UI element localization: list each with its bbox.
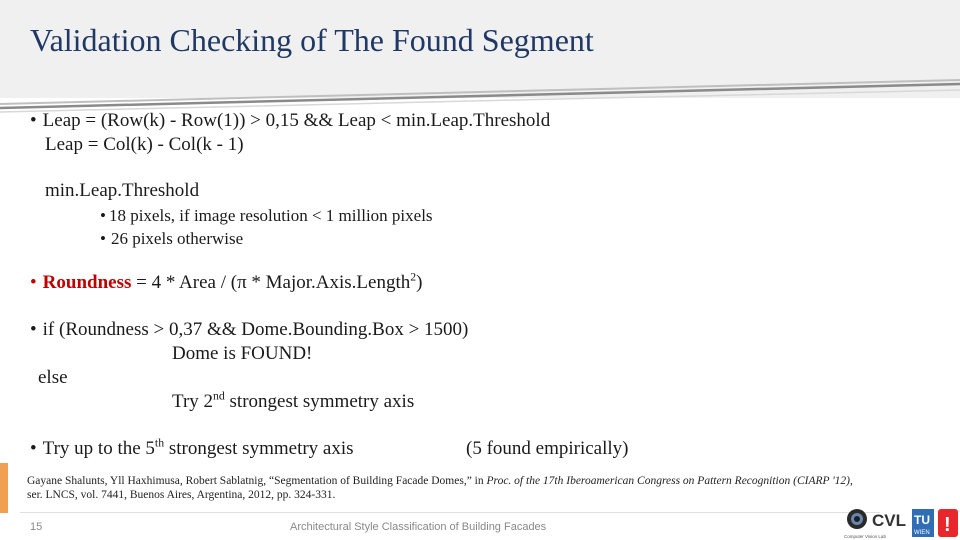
ordinal-suffix: th <box>154 436 165 450</box>
footer-divider <box>20 512 880 513</box>
tu-text: TU <box>914 513 930 527</box>
slide-title: Validation Checking of The Found Segment <box>30 22 594 58</box>
bullet-dot: • <box>100 206 106 225</box>
leap-rule-text: Leap = (Row(k) - Row(1)) > 0,15 && Leap < min.Leap.Threshold <box>42 110 551 131</box>
bullet-dot: • <box>30 438 37 459</box>
if-condition-text: if (Roundness > 0,37 && Dome.Bounding.Box > 1500) <box>42 319 469 340</box>
bullet-if-condition <box>30 319 468 341</box>
bullet-dot: • <box>100 229 106 248</box>
accent-bar <box>0 463 8 513</box>
citation-details: ser. LNCS, vol. 7441, Buenos Aires, Argentina, 2012, pp. 324-331. <box>27 489 336 501</box>
citation-sep: , <box>849 475 853 487</box>
try-up-to-text: Try up to the 5 <box>42 438 155 459</box>
roundness-formula-end: ) <box>416 272 423 293</box>
page-number: 15 <box>30 521 43 533</box>
bullet-leap-rule <box>30 110 550 132</box>
try-text: Try 2 <box>172 391 214 412</box>
bullet-dot: • <box>30 110 37 131</box>
else-keyword: else <box>38 367 68 388</box>
ordinal-suffix: nd <box>213 389 225 403</box>
wien-text: WIEN <box>914 530 930 536</box>
threshold-sub-item-1 <box>100 205 433 227</box>
try-up-to-text-end: strongest symmetry axis <box>164 438 354 459</box>
exclamation-icon: ! <box>944 514 951 536</box>
try-text-end: strongest symmetry axis <box>224 391 415 412</box>
bullet-dot: • <box>30 319 37 340</box>
cvl-text: CVL <box>872 511 906 530</box>
bullet-roundness <box>30 272 422 294</box>
threshold-sub1-text: 18 pixels, if image resolution < 1 million pixels <box>108 206 433 225</box>
threshold-sub2-text: 26 pixels otherwise <box>110 229 244 248</box>
empirical-note: (5 found empirically) <box>466 438 629 459</box>
logo-subtext: Computer Vision Lab <box>844 534 886 539</box>
citation <box>27 474 927 502</box>
camera-eye-icon <box>847 509 867 529</box>
footer-title: Architectural Style Classification of Building Facades <box>290 521 547 533</box>
threshold-sub-item-2 <box>100 228 243 250</box>
bullet-dot-red: • <box>30 272 37 293</box>
leap-definition: Leap = Col(k) - Col(k - 1) <box>45 134 244 155</box>
bullet-try-up-to <box>30 438 354 460</box>
cvl-tuwien-logo <box>842 506 960 540</box>
else-action <box>172 391 414 413</box>
roundness-exponent: 2 <box>410 270 417 284</box>
citation-authors: Gayane Shalunts, Yll Haxhimusa, Robert Sablatnig, “Segmentation of Building Facade Domes,” in <box>27 475 487 487</box>
roundness-term: Roundness <box>42 272 132 293</box>
citation-venue: Proc. of the 17th Iberoamerican Congress on Pattern Recognition (CIARP '12) <box>486 475 850 487</box>
roundness-formula: = 4 * Area / (π * Major.Axis.Length <box>131 272 411 293</box>
threshold-label: min.Leap.Threshold <box>45 180 200 201</box>
then-result: Dome is FOUND! <box>172 343 313 364</box>
